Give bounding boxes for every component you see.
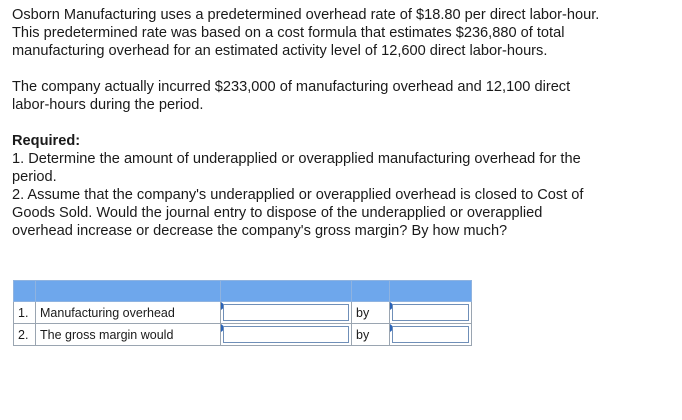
requirement-1: 1. Determine the amount of underapplied or overapplied manufacturing overhead for the period. xyxy=(12,151,581,185)
requirement-2: 2. Assume that the company's underapplied or overapplied overhead is closed to Cost of Goods Sold. Would the journal entry to dispose of the underapplied or overapplied overhead increase or decrease the company's gross margin? By how much? xyxy=(12,187,584,239)
header-cell-number xyxy=(14,281,36,302)
problem-paragraph-2: The company actually incurred $233,000 of manufacturing overhead and 12,100 direct labor-hours during the period. xyxy=(12,79,571,113)
problem-paragraph-1: Osborn Manufacturing uses a predetermined overhead rate of $18.80 per direct labor-hour. This predetermined rate was based on a cost formula that estimates $236,880 of total manufacturing overhead for an estimated activity level of 12,600 direct labor-hours. xyxy=(12,7,600,59)
requirements xyxy=(12,132,674,240)
row-number: 1. xyxy=(14,302,36,324)
row-label: The gross margin would xyxy=(36,324,221,346)
row-number: 2. xyxy=(14,324,36,346)
table-row xyxy=(14,324,472,346)
gross-margin-amount-cell[interactable] xyxy=(390,324,472,346)
required-heading: Required: xyxy=(12,133,81,149)
overhead-amount-cell[interactable] xyxy=(390,302,472,324)
header-cell-label xyxy=(36,281,221,302)
overhead-status-dropdown[interactable] xyxy=(221,302,352,324)
header-cell-by xyxy=(352,281,390,302)
gross-margin-amount-input[interactable] xyxy=(392,326,469,343)
gross-margin-select[interactable] xyxy=(223,326,349,343)
overhead-amount-input[interactable] xyxy=(392,304,469,321)
by-label: by xyxy=(352,324,390,346)
header-cell-select xyxy=(221,281,352,302)
row-label: Manufacturing overhead xyxy=(36,302,221,324)
table-row xyxy=(14,302,472,324)
answer-table-header xyxy=(14,281,472,302)
by-label: by xyxy=(352,302,390,324)
gross-margin-dropdown[interactable] xyxy=(221,324,352,346)
problem-text xyxy=(12,6,674,240)
answer-table xyxy=(13,280,472,346)
overhead-status-select[interactable] xyxy=(223,304,349,321)
header-cell-amount xyxy=(390,281,472,302)
